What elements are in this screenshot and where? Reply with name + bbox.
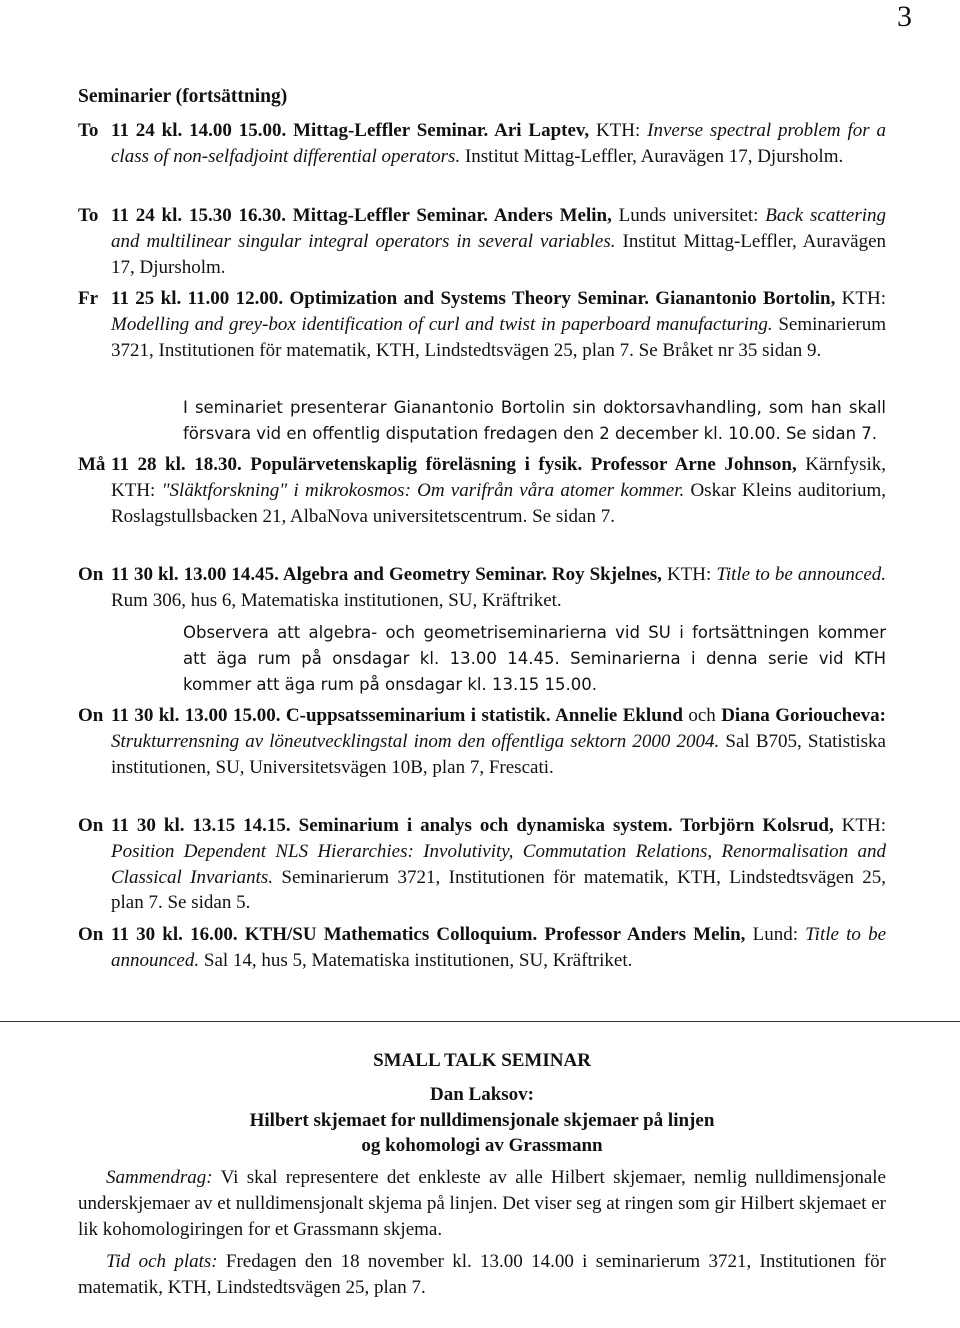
- seminar-entry: [78, 703, 886, 780]
- note-algebra: Observera att algebra- och geometriseminarierna vid SU i fortsättningen kommer att äga rum på onsdagar kl. 13.00 14.45. Seminarierna i denna serie vid KTH kommer att äga rum på onsdagar kl. 13.15 15.00.: [183, 623, 886, 694]
- seminar-entry: [78, 118, 886, 170]
- abstract-text: Vi skal representere det enkleste av alle Hilbert skjemaer, nemlig nulldimensjonale underskjemaer av et nulldimensjonalt skjema på linjen. Det viser seg at ringen som gir Hilbert skjemaet er lik kohomologiringen for et Grassmann skjema.: [78, 1167, 886, 1240]
- entry-affiliation: KTH:: [835, 288, 886, 309]
- small-talk-abstract: [78, 1165, 886, 1242]
- entry-head: 11 24 kl. 14.00 15.00. Mittag-Leffler Seminar. Ari Laptev,: [111, 120, 590, 141]
- entry-head: 11 30 kl. 16.00. KTH/SU Mathematics Colloquium. Professor Anders Melin,: [111, 924, 746, 945]
- small-talk-talk-title-line1: Hilbert skjemaet for nulldimensjonale skjemaer på linjen: [249, 1110, 715, 1131]
- entry-day: Fr: [78, 288, 99, 309]
- entry-head: 11 30 kl. 13.00 14.45. Algebra and Geometry Seminar. Roy Skjelnes,: [111, 564, 662, 585]
- entry-title: Back scattering and multilinear singular integral operators in several variables.: [111, 205, 886, 252]
- small-talk-talk-title-line2: og kohomologi av Grassmann: [361, 1135, 603, 1156]
- entry-affiliation: KTH:: [589, 120, 648, 141]
- entry-affiliation: Kärnfysik, KTH:: [111, 454, 886, 501]
- entry-conjunction: och: [682, 705, 722, 726]
- entry-location: Rum 306, hus 6, Matematiska institutionen, SU, Kräftriket.: [111, 589, 562, 611]
- small-talk-speaker: Dan Laksov:: [430, 1084, 534, 1105]
- entry-day: On: [78, 815, 104, 836]
- entry-affiliation: KTH:: [661, 564, 717, 585]
- entry-head: 11 25 kl. 11.00 12.00. Optimization and Systems Theory Seminar. Gianantonio Bortolin,: [111, 288, 836, 309]
- entry-title: Strukturrensning av löneutvecklingstal inom den offentliga sektorn 2000 2004.: [111, 730, 720, 752]
- seminar-entry: [78, 452, 886, 529]
- entry-day: On: [78, 924, 104, 945]
- entry-affiliation: Lund:: [745, 924, 806, 945]
- entry-title: Modelling and grey-box identification of curl and twist in paperboard manufacturing.: [111, 313, 773, 335]
- entry-head: 11 24 kl. 15.30 16.30. Mittag-Leffler Seminar. Anders Melin,: [111, 205, 612, 226]
- section-divider: [0, 1021, 960, 1022]
- entry-title: "Släktforskning" i mikrokosmos: Om varifrån våra atomer kommer.: [161, 479, 685, 501]
- seminar-entry: [78, 562, 886, 614]
- entry-location: Oskar Kleins auditorium, Roslagstullsbacken 21, AlbaNova universitetscentrum. Se sidan 7.: [111, 479, 887, 527]
- small-talk-title: SMALL TALK SEMINAR: [373, 1050, 591, 1071]
- entry-affiliation: Lunds universitet:: [611, 205, 766, 226]
- entry-location: Sal B705, Statistiska institutionen, SU, Universitetsvägen 10B, plan 7, Frescati.: [111, 730, 886, 778]
- seminar-entry: [78, 203, 886, 280]
- entry-location: Seminarierum 3721, Institutionen för matematik, KTH, Lindstedtsvägen 25, plan 7. Se Bråket nr 35 sidan 9.: [111, 313, 886, 361]
- abstract-label: Sammendrag:: [106, 1167, 213, 1188]
- entry-head: 11 28 kl. 18.30. Populärvetenskaplig föreläsning i fysik. Professor Arne Johnson,: [111, 454, 797, 475]
- entry-head: 11 30 kl. 13.15 14.15. Seminarium i analys och dynamiska system. Torbjörn Kolsrud,: [111, 815, 834, 836]
- time-place-text: Fredagen den 18 november kl. 13.00 14.00 i seminarierum 3721, Institutionen för matematik, KTH, Lindstedtsvägen 25, plan 7.: [78, 1251, 886, 1298]
- entry-title: Inverse spectral problem for a class of non-selfadjoint differential operators.: [111, 120, 887, 167]
- entry-title: Position Dependent NLS Hierarchies: Involutivity, Commutation Relations, Renormalisation and Classical Invariants.: [111, 840, 886, 888]
- entry-day: To: [78, 205, 99, 226]
- section-heading: Seminarier (fortsättning): [78, 86, 288, 107]
- note-bortolin: I seminariet presenterar Gianantonio Bortolin sin doktorsavhandling, som han skall försvara vid en offentlig disputation fredagen den 2 december kl. 10.00. Se sidan 7.: [183, 398, 886, 443]
- page-number: 3: [897, 0, 912, 33]
- seminar-entry: [78, 922, 886, 974]
- entry-location: Institut Mittag-Leffler, Auravägen 17, Djursholm.: [460, 145, 844, 167]
- entry-title: Title to be announced.: [716, 564, 886, 585]
- entry-day: On: [78, 705, 104, 726]
- small-talk-time-place: [78, 1249, 886, 1301]
- entry-day: Må: [78, 454, 106, 475]
- entry-second-speaker: Diana Gorioucheva:: [721, 705, 887, 726]
- entry-day: To: [78, 120, 99, 141]
- seminar-entry: [78, 286, 886, 363]
- seminar-entry: [78, 813, 886, 916]
- entry-location: Seminarierum 3721, Institutionen för matematik, KTH, Lindstedtsvägen 25, plan 7. Se sidan 5.: [111, 866, 886, 914]
- entry-location: Sal 14, hus 5, Matematiska institutionen, SU, Kräftriket.: [199, 949, 633, 971]
- entry-location: Institut Mittag-Leffler, Auravägen 17, Djursholm.: [111, 230, 886, 278]
- time-place-label: Tid och plats:: [106, 1251, 218, 1272]
- entry-head: 11 30 kl. 13.00 15.00. C-uppsatsseminarium i statistik. Annelie Eklund: [111, 705, 683, 726]
- entry-title: Title to be announced.: [111, 924, 887, 971]
- entry-affiliation: KTH:: [833, 815, 886, 836]
- entry-day: On: [78, 564, 104, 585]
